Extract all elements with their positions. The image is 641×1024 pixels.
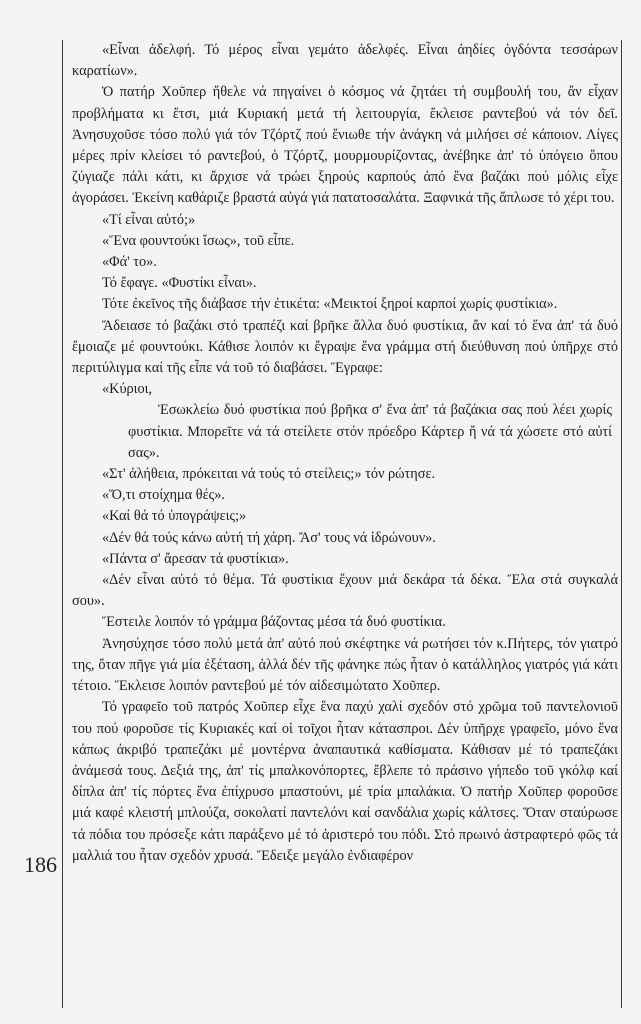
paragraph: Ὁ πατήρ Χοῦπερ ἤθελε νά πηγαίνει ὁ κόσμος νά ζητάει τή συμβουλή του, ἄν εἶχαν προβλήματα κι ἔτσι, μιά Κυριακή μετά τή λειτουργία, ἔκλεισε ραντεβού νά τόν δεῖ. Ἀνησυχοῦσε τόσο πολύ γιά τόν Τζόρτζ πού ἔνιωθε τήν ἀνάγκη νά μιλήσει σέ κάποιον. Λίγες μέρες πρίν κλείσει τό ραντεβού, ὁ Τζόρτζ, μουρμουρίζοντας, ἀνέβηκε ἀπ' τό ὑπόγειο ὅπου ζύγιαζε πάλι κάτι, κι ἄρχισε νά τρώει ξηρούς καρπούς ἀπό ἕνα βαζάκι πού μόλις εἶχε ἀγοράσει. Ἐκείνη καθάριζε βραστά αὐγά γιά πατατοσαλάτα. Ξαφνικά τῆς ἅπλωσε τό χέρι του. [72, 84, 618, 207]
page-number: 186 [24, 852, 57, 877]
left-margin-rule [62, 40, 63, 1008]
paragraph: Τό γραφεῖο τοῦ πατρός Χοῦπερ εἶχε ἕνα παχύ χαλί σχεδόν στό χρῶμα τοῦ παντελονιοῦ του πού φοροῦσε τίς Κυριακές καί οἱ τοῖχοι ἦταν κάτασπροι. Δέν ὑπῆρχε γραφεῖο, μόνο ἕνα κάπως ἀκριβό τραπεζάκι μέ μοντέρνα ἀναπαυτικά καθίσματα. Κάθισαν μέ τό τραπεζάκι ἀνάμεσά τους. Δεξιά της, ἀπ' τίς μπαλκονόπορτες, ἔβλεπε τό πράσινο γήπεδο τοῦ γκόλφ καί δίπλα ἀπ' τίς πόρτες ἕνα ἐπίχρυσο μπαστούνι, μέ τρία μπαλάκια. Ὁ πατήρ Χοῦπερ φοροῦσε μιά καφέ κλειστή μπλούζα, σοκολατί παντελόνι καί σανδάλια χωρίς κάλτσες. Ὅταν σταύρωσε τά πόδια του πρόσεξε κάτι παράξενο μέ τό ἀριστερό του πόδι. Στό πρωινό ἀστραφτερό φῶς τά μαλλιά του ἦταν σχεδόν χρυσά. Ἔδειξε μεγάλο ἐνδιαφέρον [72, 699, 618, 864]
paragraph: Τότε ἐκεῖνος τῆς διάβασε τήν ἐτικέτα: «Μεικτοί ξηροί καρποί χωρίς φυστίκια». [102, 296, 558, 313]
paragraph: «Εἶναι ἀδελφή. Τό μέρος εἶναι γεμάτο ἀδελφές. Εἶναι ἀηδίες ὀγδόντα τεσσάρων καρατίων». [72, 42, 618, 80]
paragraph: «Ἕνα φουντούκι ἴσως», τοῦ εἶπε. [102, 232, 295, 249]
paragraph: Τό ἔφαγε. «Φυστίκι εἶναι». [102, 275, 257, 292]
body-text [72, 40, 618, 867]
right-margin-rule [621, 40, 622, 1008]
paragraph: «Φά' το». [102, 254, 157, 271]
paragraph: «Δέν εἶναι αὐτό τό θέμα. Τά φυστίκια ἔχουν μιά δεκάρα τά δέκα. Ἔλα στά συγκαλά σου». [72, 572, 618, 610]
paragraph: «Δέν θά τούς κάνω αὐτή τή χάρη. Ἄσ' τους νά ἱδρώνουν». [102, 529, 436, 546]
paragraph: «Στ' ἀλήθεια, πρόκειται νά τούς τό στείλεις;» τόν ρώτησε. [102, 466, 436, 483]
paragraph: Ἔστειλε λοιπόν τό γράμμα βάζοντας μέσα τά δυό φυστίκια. [102, 614, 446, 631]
paragraph: Ἀνησύχησε τόσο πολύ μετά ἀπ' αὐτό πού σκέφτηκε νά ρωτήσει τόν κ.Πήτερς, τόν γιατρό της, ὅταν πῆγε γιά μία ἐξέταση, ἀλλά δέν τῆς φάνηκε πώς ἦταν ὁ κατάλληλος γιατρός γιά κάτι τέτοιο. Ἔκλεισε λοιπόν ραντεβού μέ τόν αἰδεσιμώτατο Χοῦπερ. [72, 635, 618, 695]
paragraph: Ἄδειασε τό βαζάκι στό τραπέζι καί βρῆκε ἄλλα δυό φυστίκια, ἄν καί τό ἕνα ἀπ' τά δυό ἔμοιαζε μέ φουντούκι. Κάθισε λοιπόν κι ἔγραψε ἕνα γράμμα στή διεύθυνση πού ὑπῆρχε στό περιτύλιγμα καί τῆς εἶπε νά τοῦ τό διαβάσει. Ἔγραφε: [72, 317, 618, 377]
letter-body: Ἐσωκλείω δυό φυστίκια πού βρῆκα σ' ἕνα ἀπ' τά βαζάκια σας πού λέει χωρίς φυστίκια. Μπορεῖτε νά τά στείλετε στόν πρόεδρο Κάρτερ ἤ νά τά χώσετε στό αὐτί σας». [128, 402, 612, 461]
paragraph: «Ὅ,τι στοίχημα θές». [102, 487, 225, 504]
letter-salutation: «Κύριοι, [102, 381, 153, 398]
paragraph: «Καί θά τό ὑπογράψεις;» [102, 508, 247, 525]
paragraph: «Πάντα σ' ἄρεσαν τά φυστίκια». [102, 550, 289, 567]
paragraph: «Τί εἶναι αὐτό;» [102, 211, 196, 228]
